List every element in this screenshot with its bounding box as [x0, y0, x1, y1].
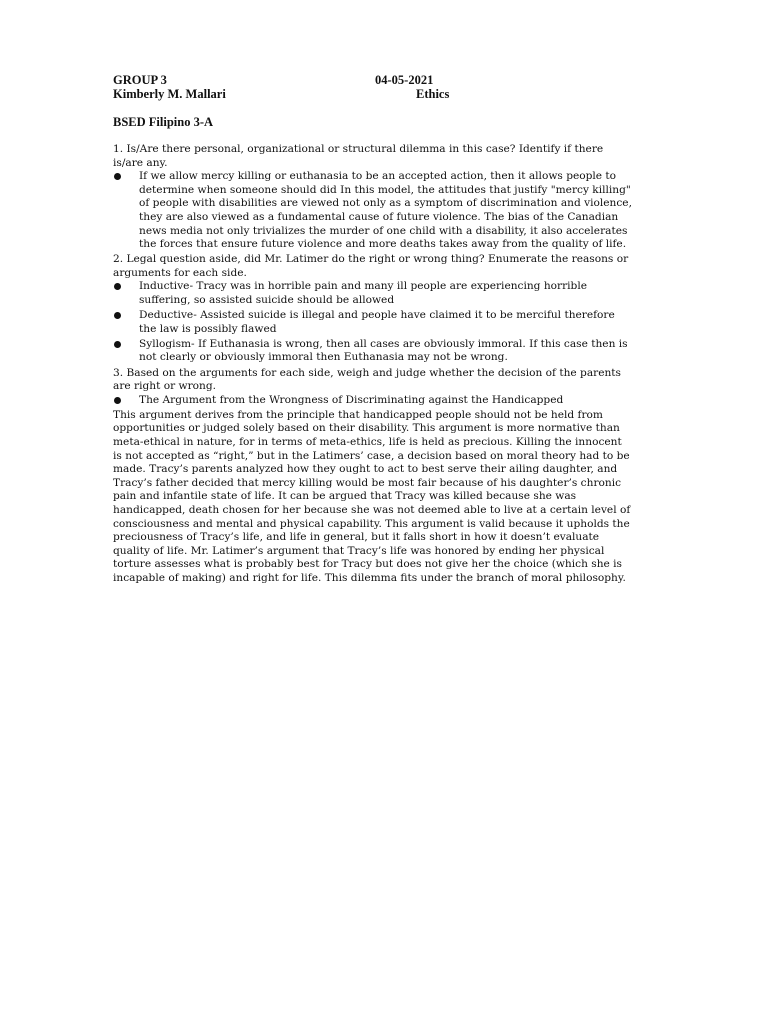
question-3-bullets	[113, 394, 633, 408]
bullet-text: The Argument from the Wrongness of Discriminating against the Handicapped	[139, 393, 564, 406]
bullet-text: Syllogism- If Euthanasia is wrong, then all cases are obviously immoral. If this case then is not clearly or obviously immoral then Euthanasia may not be wrong.	[139, 337, 628, 364]
argument-paragraph: This argument derives from the principle that handicapped people should not be held from opportunities or judged solely based on their disability. This argument is more normative than meta-ethical in nature, for in terms of meta-ethics, life is held as precious. Killing the innocent is not accepted as “right,” but in the Latimers’ case, a decision based on moral theory had to be made. Tracy’s parents analyzed how they ought to act to best serve their ailing daughter, and Tracy’s father decided that mercy killing would be most fair because of his daughter’s chronic pain and infantile state of life. It can be argued that Tracy was killed because she was handicapped, death chosen for her because she was not deemed able to live at a certain level of consciousness and mental and physical capability. This argument is valid because it upholds the preciousness of Tracy’s life, and life in general, but it falls short in how it doesn’t evaluate quality of life. Mr. Latimer’s argument that Tracy’s life was honored by ending her physical torture assesses what is probably best for Tracy but does not give her the choice (which she is incapable of making) and right for life. This dilemma fits under the branch of moral philosophy.	[113, 408, 631, 584]
subject-label: Ethics	[416, 87, 450, 101]
bullet-dot-icon	[114, 173, 121, 180]
bullet-dot-icon	[114, 283, 121, 290]
group-label: GROUP 3	[113, 73, 167, 87]
bullet-item	[113, 309, 633, 336]
bullet-text: If we allow mercy killing or euthanasia to be an accepted action, then it allows people to determine when someone should did In this model, the attitudes that justify "mercy killing" of people with disabilities are viewed not only as a symptom of discrimination and violence, they are also viewed as a fundamental cause of future violence. The bias of the Canadian news media not only trivializes the murder of one child with a disability, it also accelerates the forces that ensure future violence and more deaths takes away from the quality of life.	[139, 170, 632, 251]
question-2-bullets	[113, 280, 633, 365]
question-1-bullets	[113, 170, 633, 252]
bullet-item	[113, 394, 633, 408]
date-label: 04-05-2021	[375, 73, 434, 87]
bullet-text: Inductive- Tracy was in horrible pain and many ill people are experiencing horrible suffering, so assisted suicide should be allowed	[139, 280, 587, 307]
question-1: 1. Is/Are there personal, organizational or structural dilemma in this case? Identify if there is/are any.	[113, 143, 604, 169]
bullet-item	[113, 170, 633, 252]
header-row-2	[113, 87, 633, 101]
author-name: Kimberly M. Mallari	[113, 87, 226, 101]
bullet-text: Deductive- Assisted suicide is illegal and people have claimed it to be merciful therefore the law is possibly flawed	[139, 309, 615, 335]
course-label: BSED Filipino 3-A	[113, 115, 214, 129]
header-row-1	[113, 73, 633, 87]
bullet-item	[113, 338, 633, 365]
bullet-item	[113, 280, 633, 307]
question-2: 2. Legal question aside, did Mr. Latimer do the right or wrong thing? Enumerate the reasons or arguments for each side.	[113, 253, 629, 279]
bullet-dot-icon	[114, 341, 121, 348]
bullet-dot-icon	[114, 312, 121, 319]
bullet-dot-icon	[114, 397, 121, 404]
document-body	[113, 73, 633, 586]
question-3: 3. Based on the arguments for each side, weigh and judge whether the decision of the parents are right or wrong.	[113, 366, 621, 393]
